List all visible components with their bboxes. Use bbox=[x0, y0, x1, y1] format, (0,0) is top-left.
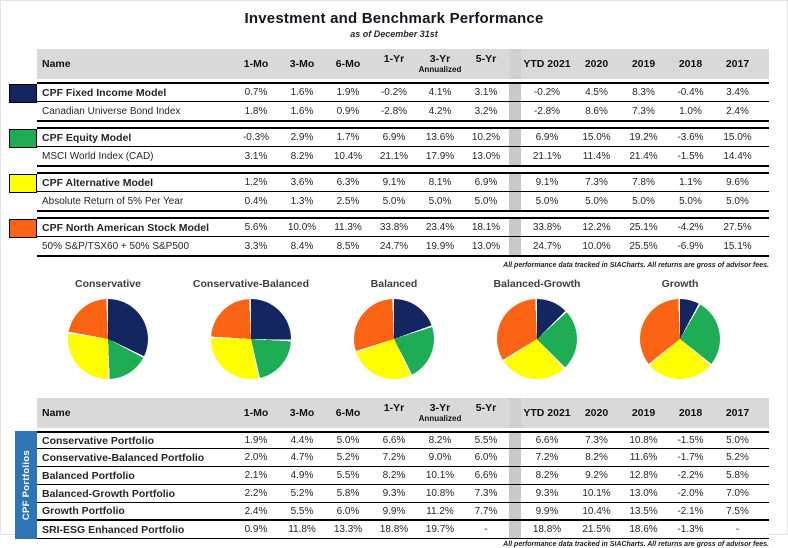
model-group bbox=[37, 217, 769, 257]
table-row bbox=[37, 237, 769, 257]
value-cell: 5.0% bbox=[726, 195, 749, 207]
value-cell: 5.0% bbox=[632, 195, 655, 207]
value-cell: 6.0% bbox=[474, 452, 498, 463]
value-cell: -1.7% bbox=[677, 452, 704, 463]
table-footnote: All performance data tracked in SIACharts. All returns are gross of advisor fees. bbox=[503, 262, 769, 269]
value-cell: 6.3% bbox=[336, 177, 360, 188]
column-header-name: Name bbox=[42, 407, 71, 419]
value-cell: -0.2% bbox=[380, 87, 408, 98]
value-cell: 14.4% bbox=[723, 150, 752, 162]
value-cell: 4.7% bbox=[290, 452, 314, 463]
value-cell: 9.3% bbox=[535, 488, 559, 499]
value-cell: 18.8% bbox=[532, 524, 562, 535]
pie-chart-block bbox=[186, 278, 316, 391]
column-separator bbox=[509, 398, 521, 428]
column-header-period: 3-Mo bbox=[289, 407, 315, 419]
value-cell: 12.8% bbox=[629, 470, 658, 481]
period-label: 5-Yr bbox=[475, 402, 497, 414]
value-cell: 2.1% bbox=[244, 470, 268, 481]
value-cell: 15.0% bbox=[723, 132, 752, 143]
value-cell: 6.9% bbox=[474, 177, 498, 188]
value-cell: 7.3% bbox=[585, 177, 608, 188]
column-separator bbox=[509, 433, 521, 448]
value-cell: 9.1% bbox=[535, 177, 559, 188]
column-separator bbox=[509, 147, 521, 165]
value-cell: -1.3% bbox=[677, 524, 704, 535]
table-row bbox=[37, 172, 769, 192]
value-cell: 3.4% bbox=[726, 87, 749, 98]
table-row bbox=[37, 102, 769, 122]
table-row bbox=[37, 467, 769, 485]
pie-chart-title: Balanced bbox=[370, 278, 418, 290]
value-cell: 1.6% bbox=[290, 105, 314, 117]
value-cell: 4.9% bbox=[290, 470, 314, 481]
table-row bbox=[37, 147, 769, 167]
value-cell: 5.0% bbox=[428, 195, 452, 207]
value-cell: 5.0% bbox=[679, 195, 702, 207]
value-cell: 5.8% bbox=[726, 470, 749, 481]
model-group bbox=[37, 172, 769, 212]
column-separator bbox=[509, 129, 521, 146]
column-header-year: 2019 bbox=[631, 407, 656, 419]
value-cell: 15.1% bbox=[723, 240, 752, 252]
column-header-period bbox=[463, 398, 509, 428]
value-cell: 5.5% bbox=[290, 505, 314, 517]
value-cell: 21.4% bbox=[629, 150, 658, 162]
row-name: Balanced Portfolio bbox=[42, 469, 135, 482]
table-row bbox=[37, 82, 769, 102]
portfolio-rows bbox=[20, 431, 769, 539]
value-cell: 10.1% bbox=[582, 488, 611, 499]
value-cell: 3.1% bbox=[244, 150, 268, 162]
value-cell: 5.0% bbox=[535, 195, 559, 207]
cpf-portfolios-sidebar bbox=[15, 431, 37, 539]
value-cell: 6.9% bbox=[535, 132, 559, 143]
value-cell: 11.4% bbox=[582, 150, 611, 162]
column-separator bbox=[509, 521, 521, 538]
value-cell: 0.7% bbox=[244, 87, 268, 98]
value-cell: - bbox=[735, 524, 740, 535]
table-row bbox=[37, 431, 769, 449]
value-cell: 7.2% bbox=[382, 452, 406, 463]
column-header-year: 2020 bbox=[584, 407, 609, 419]
table-row bbox=[37, 521, 769, 539]
value-cell: 1.2% bbox=[244, 177, 268, 188]
value-cell: 19.9% bbox=[425, 240, 455, 252]
value-cell: 10.4% bbox=[582, 505, 611, 517]
value-cell: 2.2% bbox=[244, 488, 268, 499]
sidebar-label: CPF Portfolios bbox=[20, 449, 32, 521]
value-cell: 9.2% bbox=[585, 470, 608, 481]
value-cell: 4.1% bbox=[428, 87, 452, 98]
value-cell: 4.5% bbox=[585, 87, 608, 98]
value-cell: -2.8% bbox=[380, 105, 408, 117]
value-cell: 9.1% bbox=[382, 177, 406, 188]
value-cell: 1.7% bbox=[336, 132, 360, 143]
pie-chart-block bbox=[615, 278, 745, 391]
column-separator bbox=[509, 237, 521, 255]
annualized-label bbox=[485, 414, 487, 423]
column-header-year: 2018 bbox=[678, 407, 703, 419]
value-cell: 8.2% bbox=[535, 470, 559, 481]
annualized-label bbox=[485, 65, 487, 74]
pie-chart-block bbox=[43, 278, 173, 391]
value-cell: 7.3% bbox=[632, 105, 655, 117]
value-cell: 11.3% bbox=[334, 222, 362, 233]
value-cell: 5.0% bbox=[474, 195, 498, 207]
row-name: 50% S&P/TSX60 + 50% S&P500 bbox=[42, 240, 190, 252]
value-cell: 11.6% bbox=[629, 452, 658, 463]
pie-chart-title: Conservative-Balanced bbox=[192, 278, 310, 290]
value-cell: 13.6% bbox=[425, 132, 455, 143]
value-cell: 17.9% bbox=[425, 150, 455, 162]
report-title: Investment and Benchmark Performance bbox=[244, 10, 544, 27]
value-cell: 5.6% bbox=[244, 222, 268, 233]
value-cell: 2.0% bbox=[244, 452, 268, 463]
column-header-period bbox=[371, 49, 417, 79]
column-separator bbox=[509, 449, 521, 466]
value-cell: 24.7% bbox=[532, 240, 562, 252]
value-cell: 9.9% bbox=[535, 505, 559, 517]
column-header-period bbox=[463, 49, 509, 79]
value-cell: 10.1% bbox=[425, 470, 455, 481]
portfolio-pie-chart-row bbox=[1, 278, 787, 391]
value-cell: 6.6% bbox=[535, 435, 559, 446]
value-cell: 5.2% bbox=[726, 452, 749, 463]
value-cell: 13.0% bbox=[471, 240, 501, 252]
value-cell: -0.4% bbox=[677, 87, 704, 98]
value-cell: 33.8% bbox=[379, 222, 409, 233]
report-subtitle: as of December 31st bbox=[350, 29, 438, 39]
value-cell: 5.8% bbox=[336, 488, 360, 499]
pie-chart-block bbox=[329, 278, 459, 391]
value-cell: 10.8% bbox=[629, 435, 658, 446]
value-cell: 8.6% bbox=[585, 105, 608, 117]
value-cell: -2.0% bbox=[677, 488, 704, 499]
value-cell: 7.7% bbox=[474, 505, 498, 517]
value-cell: 1.6% bbox=[290, 87, 314, 98]
value-cell: 18.8% bbox=[379, 524, 409, 535]
value-cell: 7.3% bbox=[474, 488, 498, 499]
value-cell: 19.2% bbox=[629, 132, 658, 143]
row-name: MSCI World Index (CAD) bbox=[42, 150, 154, 162]
column-header-period: 3-Mo bbox=[289, 58, 315, 70]
column-header-year: YTD 2021 bbox=[523, 407, 571, 419]
column-header-year: 2017 bbox=[725, 58, 750, 70]
value-cell: -2.2% bbox=[677, 470, 704, 481]
column-header-period bbox=[417, 49, 463, 79]
column-separator bbox=[509, 49, 521, 79]
value-cell: -1.5% bbox=[677, 435, 704, 446]
period-label: 1-Yr bbox=[383, 402, 405, 414]
value-cell: 8.2% bbox=[382, 470, 406, 481]
value-cell: -1.5% bbox=[677, 150, 704, 162]
value-cell: 5.0% bbox=[382, 195, 406, 207]
value-cell: 6.9% bbox=[382, 132, 406, 143]
value-cell: 25.1% bbox=[629, 222, 658, 233]
model-group bbox=[37, 127, 769, 167]
value-cell: 2.4% bbox=[244, 505, 268, 517]
value-cell: 21.5% bbox=[582, 524, 611, 535]
value-cell: 8.5% bbox=[336, 240, 360, 252]
column-header-period: 6-Mo bbox=[335, 407, 361, 419]
value-cell: 5.0% bbox=[336, 435, 360, 446]
models-performance-table bbox=[9, 49, 769, 257]
value-cell: 5.0% bbox=[585, 195, 608, 207]
value-cell: 12.2% bbox=[582, 222, 611, 233]
value-cell: 5.0% bbox=[726, 435, 749, 446]
value-cell: 1.0% bbox=[679, 105, 702, 117]
value-cell: 3.6% bbox=[290, 177, 314, 188]
row-name: CPF Fixed Income Model bbox=[42, 86, 167, 99]
portfolios-performance-table bbox=[9, 398, 769, 539]
value-cell: 9.3% bbox=[382, 488, 406, 499]
value-cell: 0.9% bbox=[244, 524, 268, 535]
value-cell: 4.2% bbox=[428, 105, 452, 117]
column-header-period: 1-Mo bbox=[243, 407, 269, 419]
row-name: SRI-ESG Enhanced Portfolio bbox=[42, 523, 185, 536]
value-cell: 23.4% bbox=[425, 222, 455, 233]
table-footnote: All performance data tracked in SIACharts. All returns are gross of advisor fees. bbox=[503, 541, 769, 548]
value-cell: 4.4% bbox=[290, 435, 314, 446]
value-cell: 3.1% bbox=[474, 87, 498, 98]
table-row bbox=[37, 503, 769, 521]
value-cell: 1.9% bbox=[336, 87, 360, 98]
column-header-period bbox=[417, 398, 463, 428]
column-separator bbox=[509, 467, 521, 484]
annualized-label bbox=[393, 414, 395, 423]
pie-chart bbox=[497, 299, 577, 379]
value-cell: 18.1% bbox=[471, 222, 501, 233]
value-cell: 1.8% bbox=[244, 105, 268, 117]
column-header-year: 2019 bbox=[631, 58, 656, 70]
value-cell: 10.2% bbox=[471, 132, 501, 143]
row-name: Conservative Portfolio bbox=[42, 434, 155, 447]
column-separator bbox=[509, 174, 521, 191]
value-cell: 15.0% bbox=[582, 132, 611, 143]
value-cell: 10.8% bbox=[425, 488, 455, 499]
table-row bbox=[37, 449, 769, 467]
table-row bbox=[37, 192, 769, 212]
value-cell: 5.2% bbox=[290, 488, 314, 499]
row-name: Balanced-Growth Portfolio bbox=[42, 487, 176, 500]
value-cell: 9.9% bbox=[382, 505, 406, 517]
pie-chart bbox=[68, 299, 148, 379]
value-cell: -6.9% bbox=[677, 240, 704, 252]
pie-chart-title: Balanced-Growth bbox=[493, 278, 581, 290]
pie-chart bbox=[354, 299, 434, 379]
value-cell: 7.5% bbox=[726, 505, 749, 517]
value-cell: 10.0% bbox=[287, 222, 317, 233]
value-cell: 7.3% bbox=[585, 435, 608, 446]
equity-green-swatch bbox=[9, 129, 37, 148]
column-header-year: 2020 bbox=[584, 58, 609, 70]
value-cell: 8.2% bbox=[290, 150, 314, 162]
value-cell: - bbox=[484, 524, 488, 535]
value-cell: -3.6% bbox=[677, 132, 704, 143]
annualized-label: Annualized bbox=[418, 65, 462, 74]
pie-chart bbox=[640, 299, 720, 379]
period-label: 3-Yr bbox=[429, 402, 451, 414]
period-label: 1-Yr bbox=[383, 53, 405, 65]
value-cell: 10.0% bbox=[582, 240, 611, 252]
pie-chart-block bbox=[472, 278, 602, 391]
value-cell: 33.8% bbox=[532, 222, 562, 233]
value-cell: 2.4% bbox=[726, 105, 749, 117]
value-cell: 6.6% bbox=[474, 470, 498, 481]
value-cell: 2.5% bbox=[336, 195, 360, 207]
column-header-year: 2018 bbox=[678, 58, 703, 70]
table-header-row bbox=[37, 398, 769, 428]
value-cell: 8.2% bbox=[428, 435, 452, 446]
value-cell: 7.2% bbox=[535, 452, 559, 463]
table-row bbox=[37, 127, 769, 147]
value-cell: 5.5% bbox=[474, 435, 498, 446]
annualized-label bbox=[393, 65, 395, 74]
value-cell: 2.9% bbox=[290, 132, 314, 143]
column-header-period: 1-Mo bbox=[243, 58, 269, 70]
value-cell: 13.0% bbox=[471, 150, 501, 162]
fixed-income-navy-swatch bbox=[9, 84, 37, 103]
value-cell: 8.1% bbox=[428, 177, 452, 188]
value-cell: 11.8% bbox=[288, 524, 316, 535]
value-cell: 9.6% bbox=[726, 177, 749, 188]
value-cell: 5.5% bbox=[336, 470, 360, 481]
na-stock-orange-swatch bbox=[9, 219, 37, 238]
column-header-year: YTD 2021 bbox=[523, 58, 571, 70]
column-separator bbox=[509, 485, 521, 502]
value-cell: -2.8% bbox=[533, 105, 561, 117]
value-cell: -4.2% bbox=[677, 222, 704, 233]
value-cell: 13.3% bbox=[333, 524, 363, 535]
value-cell: 13.5% bbox=[629, 505, 658, 517]
alternative-yellow-swatch bbox=[9, 174, 37, 193]
column-separator bbox=[509, 84, 521, 101]
row-name: CPF Equity Model bbox=[42, 131, 132, 144]
value-cell: 18.6% bbox=[629, 524, 658, 535]
annualized-label: Annualized bbox=[418, 414, 462, 423]
value-cell: 19.7% bbox=[425, 524, 455, 535]
row-name: CPF North American Stock Model bbox=[42, 221, 210, 234]
value-cell: 7.8% bbox=[632, 177, 655, 188]
table-header-row bbox=[37, 49, 769, 79]
value-cell: 5.2% bbox=[336, 452, 360, 463]
column-separator bbox=[509, 503, 521, 519]
column-header-period: 6-Mo bbox=[335, 58, 361, 70]
column-header-name: Name bbox=[42, 58, 71, 70]
column-header-year: 2017 bbox=[725, 407, 750, 419]
table-row bbox=[37, 217, 769, 237]
value-cell: 21.1% bbox=[532, 150, 562, 162]
value-cell: 8.3% bbox=[632, 87, 655, 98]
pie-chart-title: Conservative bbox=[75, 278, 141, 290]
value-cell: 13.0% bbox=[629, 488, 658, 499]
value-cell: 3.3% bbox=[244, 240, 268, 252]
pie-chart-title: Growth bbox=[661, 278, 699, 290]
value-cell: 11.2% bbox=[426, 505, 454, 517]
column-separator bbox=[509, 102, 521, 120]
value-cell: 27.5% bbox=[723, 222, 752, 233]
value-cell: 1.3% bbox=[290, 195, 314, 207]
row-name: Canadian Universe Bond Index bbox=[42, 105, 181, 117]
period-label: 5-Yr bbox=[475, 53, 497, 65]
value-cell: 7.0% bbox=[726, 488, 749, 499]
value-cell: 9.0% bbox=[428, 452, 452, 463]
value-cell: 0.4% bbox=[244, 195, 268, 207]
value-cell: 1.1% bbox=[679, 177, 702, 188]
value-cell: 6.0% bbox=[336, 505, 360, 517]
value-cell: 6.6% bbox=[382, 435, 406, 446]
value-cell: -0.3% bbox=[242, 132, 270, 143]
pie-chart bbox=[211, 299, 291, 379]
table-row bbox=[37, 485, 769, 503]
value-cell: 21.1% bbox=[379, 150, 409, 162]
row-name: Conservative-Balanced Portfolio bbox=[42, 451, 205, 464]
row-name: Absolute Return of 5% Per Year bbox=[42, 195, 184, 207]
model-group bbox=[37, 82, 769, 122]
value-cell: 8.2% bbox=[585, 452, 608, 463]
value-cell: 8.4% bbox=[290, 240, 314, 252]
value-cell: 25.5% bbox=[629, 240, 658, 252]
value-cell: 24.7% bbox=[379, 240, 409, 252]
value-cell: 3.2% bbox=[474, 105, 498, 117]
column-separator bbox=[509, 219, 521, 236]
period-label: 3-Yr bbox=[429, 53, 451, 65]
value-cell: 10.4% bbox=[333, 150, 363, 162]
column-separator bbox=[509, 192, 521, 210]
value-cell: -2.1% bbox=[677, 505, 704, 517]
value-cell: 0.9% bbox=[336, 105, 360, 117]
row-name: Growth Portfolio bbox=[42, 505, 125, 517]
row-name: CPF Alternative Model bbox=[42, 176, 154, 189]
value-cell: 1.9% bbox=[244, 435, 268, 446]
value-cell: -0.2% bbox=[533, 87, 561, 98]
column-header-period bbox=[371, 398, 417, 428]
